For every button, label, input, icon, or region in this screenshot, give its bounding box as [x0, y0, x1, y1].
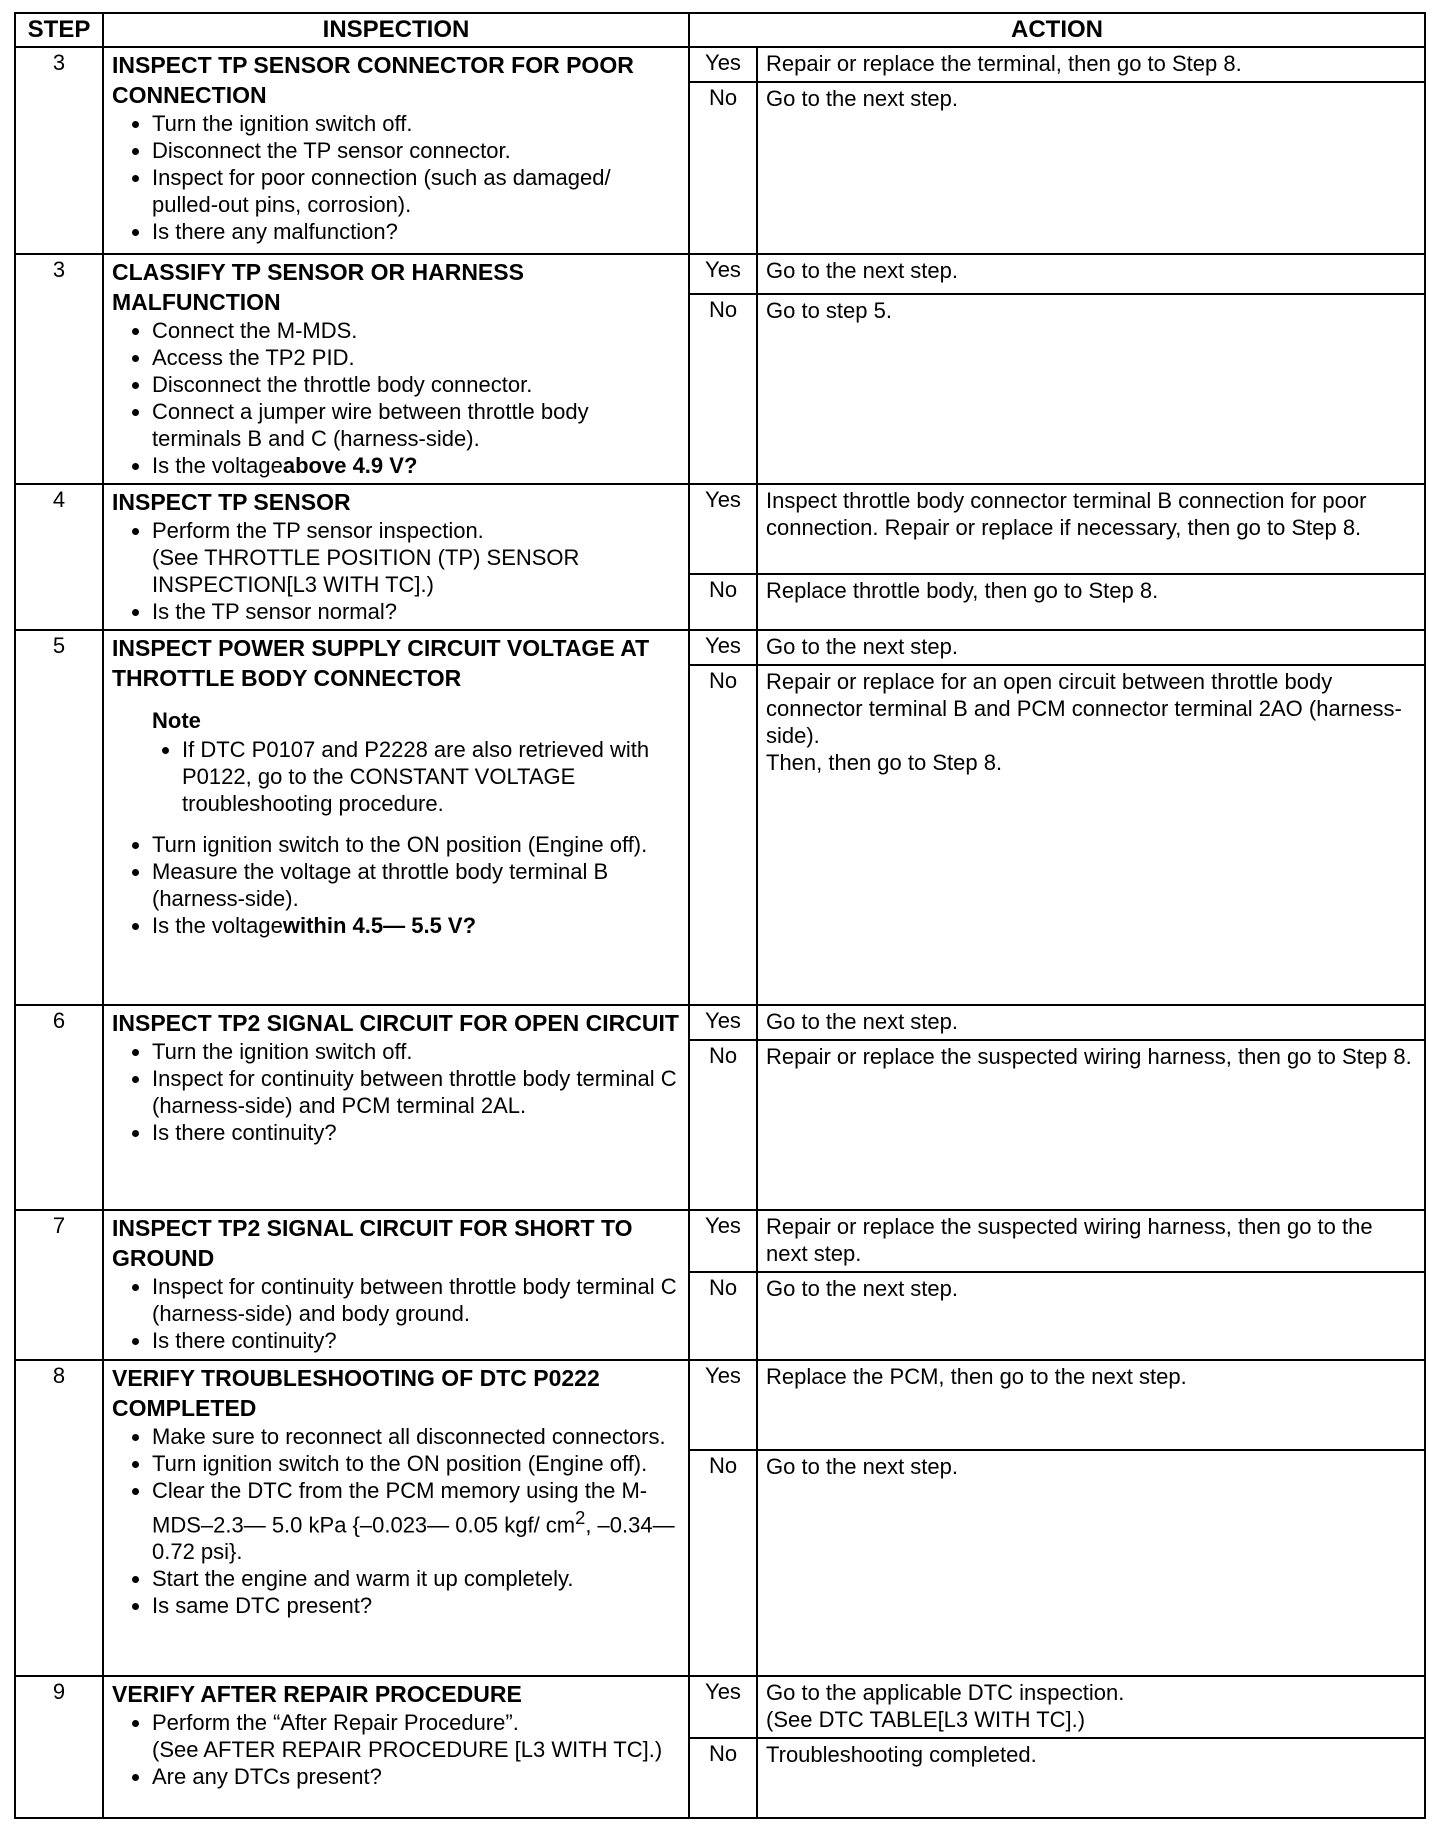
table-row	[15, 1676, 1425, 1738]
inspection-bullet: • Perform the “After Repair Procedure”. (See AFTER REPAIR PROCEDURE [L3 WITH TC].)	[152, 1709, 680, 1763]
note-bullet: • If DTC P0107 and P2228 are also retrieved with P0122, go to the CONSTANT VOLTAGE troubleshooting procedure.	[182, 736, 680, 817]
inspection-cell	[103, 254, 689, 484]
no-label: No	[689, 82, 757, 254]
inspection-title: CLASSIFY TP SENSOR OR HARNESS MALFUNCTION	[112, 259, 524, 315]
inspection-bullet: • Turn ignition switch to the ON position (Engine off).	[152, 831, 680, 858]
step-number: 3	[15, 254, 103, 484]
superscript: 2	[575, 1507, 586, 1528]
no-label: No	[689, 1272, 757, 1360]
yes-label: Yes	[689, 1676, 757, 1738]
table-row	[15, 630, 1425, 665]
yes-action: Go to the next step.	[757, 1005, 1425, 1040]
inspection-cell	[103, 1005, 689, 1210]
yes-label: Yes	[689, 47, 757, 82]
no-label: No	[689, 574, 757, 630]
inspection-bullet	[152, 1477, 680, 1565]
no-action: Replace throttle body, then go to Step 8.	[757, 574, 1425, 630]
inspection-title: INSPECT TP2 SIGNAL CIRCUIT FOR SHORT TO GROUND	[112, 1215, 633, 1271]
note-block	[152, 707, 680, 817]
bullet-text: Is the voltage	[152, 453, 283, 478]
table-row	[15, 1005, 1425, 1040]
inspection-bullet: • Make sure to reconnect all disconnected connectors.	[152, 1423, 680, 1450]
step-number: 7	[15, 1210, 103, 1360]
no-action: Go to the next step.	[757, 1450, 1425, 1676]
inspection-bullet: • Perform the TP sensor inspection. (See THROTTLE POSITION (TP) SENSOR INSPECTION[L3 WITH TC].)	[152, 517, 680, 598]
step-number: 4	[15, 484, 103, 630]
inspection-bullet: • Start the engine and warm it up completely.	[152, 1565, 680, 1592]
yes-label: Yes	[689, 630, 757, 665]
inspection-bullet: • Is same DTC present?	[152, 1592, 680, 1619]
inspection-bullet: • Is the TP sensor normal?	[152, 598, 680, 625]
inspection-title: INSPECT TP2 SIGNAL CIRCUIT FOR OPEN CIRCUIT	[112, 1010, 679, 1036]
yes-label: Yes	[689, 1360, 757, 1450]
troubleshooting-table	[14, 12, 1426, 1819]
inspection-cell	[103, 484, 689, 630]
inspection-cell	[103, 47, 689, 254]
header-inspection: INSPECTION	[103, 13, 689, 47]
inspection-bullet: • Is there any malfunction?	[152, 218, 680, 245]
step-number: 8	[15, 1360, 103, 1676]
yes-action: Go to the next step.	[757, 254, 1425, 294]
inspection-bullet: • Is there continuity?	[152, 1119, 680, 1146]
inspection-cell	[103, 1360, 689, 1676]
yes-action: Go to the applicable DTC inspection. (See DTC TABLE[L3 WITH TC].)	[757, 1676, 1425, 1738]
no-action: Troubleshooting completed.	[757, 1738, 1425, 1818]
step-number: 6	[15, 1005, 103, 1210]
inspection-cell	[103, 1210, 689, 1360]
inspection-bullet: • Turn the ignition switch off.	[152, 110, 680, 137]
inspection-bullet	[152, 452, 680, 479]
inspection-cell	[103, 630, 689, 1005]
inspection-bullet: • Access the TP2 PID.	[152, 344, 680, 371]
inspection-bullet: • Connect the M-MDS.	[152, 317, 680, 344]
inspection-bullet: • Inspect for poor connection (such as damaged/ pulled-out pins, corrosion).	[152, 164, 680, 218]
inspection-bullet: • Turn the ignition switch off.	[152, 1038, 680, 1065]
step-number: 5	[15, 630, 103, 1005]
inspection-title: INSPECT POWER SUPPLY CIRCUIT VOLTAGE AT THROTTLE BODY CONNECTOR	[112, 635, 650, 691]
no-label: No	[689, 1738, 757, 1818]
table-header-row	[15, 13, 1425, 47]
yes-label: Yes	[689, 484, 757, 574]
bullet-bold-text: above 4.9 V?	[282, 453, 418, 478]
yes-label: Yes	[689, 254, 757, 294]
bullet-text: Clear the DTC from the PCM memory using the M-MDS–2.3— 5.0 kPa {–0.023— 0.05 kgf/ cm	[152, 1478, 648, 1538]
no-action: Repair or replace the suspected wiring harness, then go to Step 8.	[757, 1040, 1425, 1210]
inspection-bullet: • Are any DTCs present?	[152, 1763, 680, 1790]
note-title: Note	[152, 708, 201, 733]
table-row	[15, 1360, 1425, 1450]
inspection-bullet: • Measure the voltage at throttle body terminal B (harness-side).	[152, 858, 680, 912]
no-action: Go to step 5.	[757, 294, 1425, 484]
yes-action: Inspect throttle body connector terminal B connection for poor connection. Repair or replace if necessary, then go to Step 8.	[757, 484, 1425, 574]
yes-action: Go to the next step.	[757, 630, 1425, 665]
no-label: No	[689, 1450, 757, 1676]
inspection-bullet: • Connect a jumper wire between throttle body terminals B and C (harness-side).	[152, 398, 680, 452]
header-step: STEP	[15, 13, 103, 47]
yes-action: Replace the PCM, then go to the next step.	[757, 1360, 1425, 1450]
no-action: Repair or replace for an open circuit between throttle body connector terminal B and PCM connector terminal 2AO (harness-side). Then, then go to Step 8.	[757, 665, 1425, 1005]
inspection-title: INSPECT TP SENSOR CONNECTOR FOR POOR CONNECTION	[112, 52, 634, 108]
inspection-bullet: • Turn ignition switch to the ON position (Engine off).	[152, 1450, 680, 1477]
step-number: 3	[15, 47, 103, 254]
inspection-title: VERIFY AFTER REPAIR PROCEDURE	[112, 1681, 522, 1707]
inspection-bullet: • Disconnect the throttle body connector.	[152, 371, 680, 398]
inspection-cell	[103, 1676, 689, 1818]
step-number: 9	[15, 1676, 103, 1818]
no-label: No	[689, 665, 757, 1005]
inspection-bullet: • Inspect for continuity between throttle body terminal C (harness-side) and PCM terminal 2AL.	[152, 1065, 680, 1119]
inspection-title: VERIFY TROUBLESHOOTING OF DTC P0222 COMPLETED	[112, 1365, 600, 1421]
yes-action: Repair or replace the suspected wiring harness, then go to the next step.	[757, 1210, 1425, 1272]
no-action: Go to the next step.	[757, 82, 1425, 254]
yes-label: Yes	[689, 1005, 757, 1040]
table-row	[15, 1210, 1425, 1272]
no-action: Go to the next step.	[757, 1272, 1425, 1360]
inspection-title: INSPECT TP SENSOR	[112, 489, 351, 515]
no-label: No	[689, 1040, 757, 1210]
table-row	[15, 254, 1425, 294]
troubleshooting-table-page	[14, 12, 1426, 1819]
no-label: No	[689, 294, 757, 484]
bullet-text: Is the voltage	[152, 913, 283, 938]
inspection-bullet: • Inspect for continuity between throttle body terminal C (harness-side) and body ground.	[152, 1273, 680, 1327]
bullet-bold-text: within 4.5— 5.5 V?	[282, 913, 477, 938]
inspection-bullet	[152, 912, 680, 939]
header-action: ACTION	[689, 13, 1425, 47]
bullet-text: , –0.34— 0.72 psi}.	[152, 1512, 675, 1565]
inspection-bullet: • Is there continuity?	[152, 1327, 680, 1354]
inspection-bullet: • Disconnect the TP sensor connector.	[152, 137, 680, 164]
yes-label: Yes	[689, 1210, 757, 1272]
table-row	[15, 484, 1425, 574]
table-row	[15, 47, 1425, 82]
yes-action: Repair or replace the terminal, then go to Step 8.	[757, 47, 1425, 82]
